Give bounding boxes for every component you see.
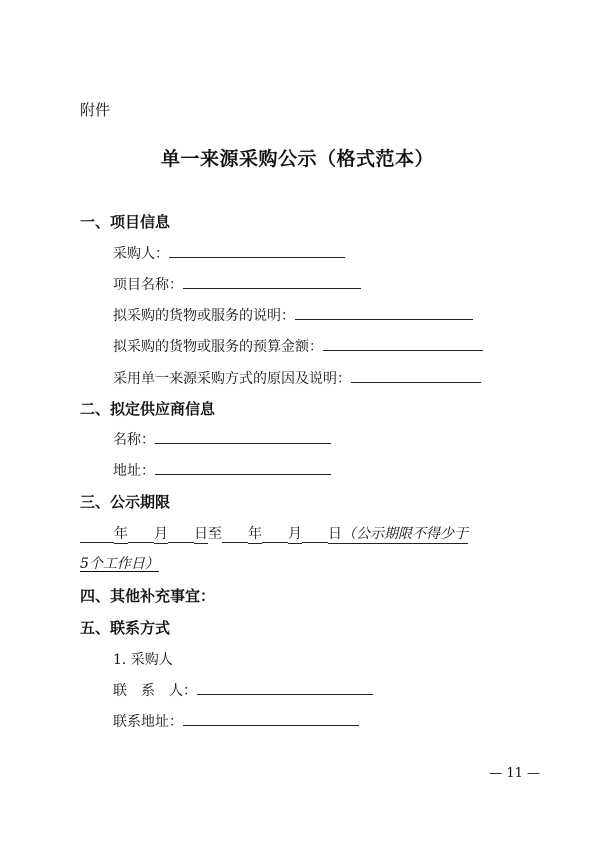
period-date-line [80,523,517,544]
period-note-end: 5个工作日） [80,556,159,572]
field-label: 拟采购的货物或服务的说明： [113,308,295,324]
blank-line [302,526,328,543]
field-label: 采购人： [113,246,169,262]
field-label: 联系地址： [113,714,183,730]
blank-line [323,336,483,351]
day-end: 日 [328,523,342,544]
blank-line [168,526,194,543]
to-label: 至 [208,526,222,542]
month-start: 月 [154,523,168,544]
day-start: 日 [194,523,208,544]
field-purchaser [113,243,345,263]
blank-line [295,305,473,320]
field-project-name [113,274,361,294]
month-end: 月 [288,523,302,544]
blank-line [80,526,114,543]
field-supplier-name [113,429,331,449]
field-label: 联 系 人： [113,683,197,699]
field-goods-desc [113,305,473,325]
blank-line [262,526,288,543]
page-number: — 11 — [489,766,540,781]
blank-line [183,711,359,726]
blank-line [222,526,248,543]
period-note: （公示期限不得少于 [342,523,468,544]
year-start: 年 [114,523,128,544]
field-contact-person [113,680,373,700]
blank-line [155,429,331,444]
blank-line [155,460,331,475]
section-heading-other: 四、其他补充事宜： [80,587,216,605]
year-end: 年 [248,523,262,544]
section-heading-period: 三、公示期限 [80,493,171,511]
blank-line [197,680,373,695]
field-label: 地址： [113,463,155,479]
period-note-continued [80,553,159,573]
field-label: 项目名称： [113,277,183,293]
field-reason [113,368,481,388]
field-contact-address [113,711,359,731]
blank-line [351,368,481,383]
blank-line [169,243,345,258]
contact-subheading-purchaser: 1. 采购人 [113,652,173,668]
section-heading-contact: 五、联系方式 [80,619,171,637]
field-label: 拟采购的货物或服务的预算金额： [113,339,323,355]
attachment-label: 附件 [80,101,111,119]
field-supplier-address [113,460,331,480]
blank-line [128,526,154,543]
section-heading-supplier: 二、拟定供应商信息 [80,400,216,418]
page-title: 单一来源采购公示（格式范本） [160,148,434,170]
section-heading-project-info: 一、项目信息 [80,213,171,231]
field-label: 采用单一来源采购方式的原因及说明： [113,371,351,387]
blank-line [183,274,361,289]
field-budget [113,336,483,356]
field-label: 名称： [113,432,155,448]
